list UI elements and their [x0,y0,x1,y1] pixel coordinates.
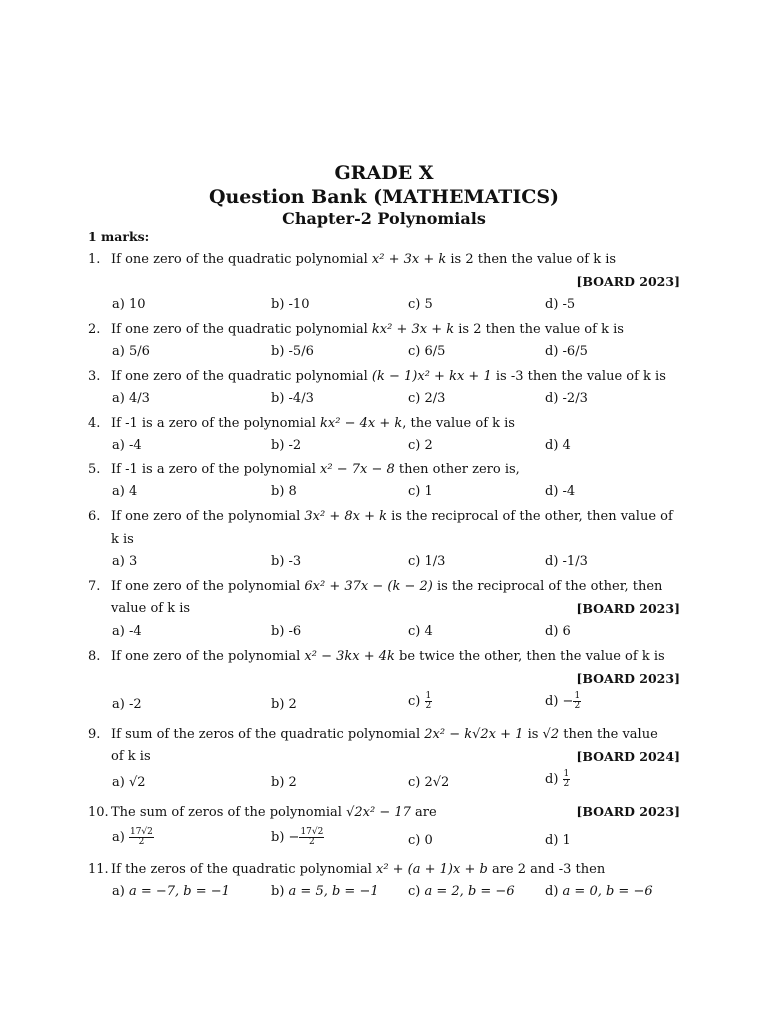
board-tag: [BOARD 2023] [576,671,680,686]
equation: kx² + 3x + k [371,322,455,337]
equation: x² − 3kx + 4k [304,649,395,664]
option-b: b) -10 [271,297,310,312]
option-b: b) − $\frac{17√2}{2}$ [271,827,324,847]
equation: (k − 1)x² + kx + 1 [371,369,492,384]
document-title: Question Bank (MATHEMATICS) [208,186,560,208]
question-continuation: of k is [111,749,151,764]
question-1: 1. If one zero of the quadratic polynomial x² + 3x + k is 2 then the value of k is [88,252,617,267]
chapter-title: Chapter-2 Polynomials [282,209,486,228]
question-7: 7. If one zero of the polynomial 6x² + 37x − (k − 2) is the reciprocal of the other, then [88,579,663,594]
equation: x² + 3x + k [371,252,447,267]
option-b: b) -6 [271,624,302,639]
option-c: c) $\frac{1}{2}$ [408,691,432,711]
option-a: a) $\frac{17√2}{2}$ [112,827,153,847]
option-d: d) − $\frac{1}{2}$ [545,691,581,711]
option-d: d) 6 [545,624,571,639]
option-a: a) 3 [112,554,138,569]
option-b: b) -4/3 [271,391,314,406]
option-d: d) -1/3 [545,554,588,569]
board-tag: [BOARD 2023] [576,274,680,289]
option-a: a) 10 [112,297,146,312]
fraction: $\frac{1}{2}$ [574,691,581,711]
equation: kx² − 4x + k [320,416,403,431]
equation: 3x² + 8x + k [304,509,387,524]
option-d: d) -4 [545,484,576,499]
option-d: d) 4 [545,438,571,453]
option-c: c) 1/3 [408,554,446,569]
question-continuation: value of k is [111,601,191,616]
question-4: 4. If -1 is a zero of the polynomial kx² − 4x + k, the value of k is [88,416,515,431]
option-d: d) $\frac{1}{2}$ [545,769,570,789]
option-b: b) -3 [271,554,302,569]
equation: 2x² − k√2x + 1 [424,727,524,742]
option-c: c) 2/3 [408,391,446,406]
board-tag: [BOARD 2023] [576,804,680,819]
option-a: a) 4 [112,484,138,499]
option-d: d) -2/3 [545,391,588,406]
option-a: a) a = −7, b = −1 [112,884,230,899]
option-d: d) a = 0, b = −6 [545,884,653,899]
section-heading: 1 marks: [88,229,150,244]
option-a: a) -4 [112,624,142,639]
option-c: c) 2√2 [408,775,450,790]
option-d: d) 1 [545,833,571,848]
equation: √2 [542,727,560,742]
question-8: 8. If one zero of the polynomial x² − 3kx + 4k be twice the other, then the value of k is [88,649,665,664]
question-9: 9. If sum of the zeros of the quadratic polynomial 2x² − k√2x + 1 is √2 then the value [88,727,658,742]
question-continuation: k is [111,532,134,547]
option-b: b) -5/6 [271,344,314,359]
equation: x² + (a + 1)x + b [375,862,488,877]
option-c: c) 1 [408,484,433,499]
option-a: a) 5/6 [112,344,150,359]
option-a: a) -4 [112,438,142,453]
option-c: c) 2 [408,438,433,453]
option-d: d) -6/5 [545,344,588,359]
grade-heading: GRADE X [334,162,434,184]
fraction: $\frac{1}{2}$ [563,769,570,789]
board-tag: [BOARD 2024] [576,749,680,764]
fraction: $\frac{17√2}{2}$ [129,827,153,847]
option-b: b) 2 [271,775,297,790]
question-6: 6. If one zero of the polynomial 3x² + 8x + k is the reciprocal of the other, then value of [88,509,673,524]
question-2: 2. If one zero of the quadratic polynomial kx² + 3x + k is 2 then the value of k is [88,322,624,337]
equation: x² − 7x − 8 [320,462,395,477]
option-c: c) a = 2, b = −6 [408,884,515,899]
question-11: 11. If the zeros of the quadratic polynomial x² + (a + 1)x + b are 2 and -3 then [88,862,606,877]
option-c: c) 4 [408,624,433,639]
fraction: $\frac{1}{2}$ [425,691,432,711]
option-a: a) √2 [112,775,146,790]
option-a: a) 4/3 [112,391,150,406]
option-c: c) 5 [408,297,433,312]
option-b: b) 8 [271,484,297,499]
question-5: 5. If -1 is a zero of the polynomial x² − 7x − 8 then other zero is, [88,462,520,477]
equation: 6x² + 37x − (k − 2) [304,579,433,594]
option-a: a) -2 [112,697,142,712]
board-tag: [BOARD 2023] [576,601,680,616]
option-b: b) a = 5, b = −1 [271,884,379,899]
option-c: c) 0 [408,833,433,848]
equation: √2x² − 17 [346,805,411,820]
option-d: d) -5 [545,297,576,312]
fraction: $\frac{17√2}{2}$ [300,827,324,847]
option-b: b) 2 [271,697,297,712]
question-10: 10. The sum of zeros of the polynomial √2x² − 17 are [88,805,437,820]
question-3: 3. If one zero of the quadratic polynomial (k − 1)x² + kx + 1 is -3 then the value of k is [88,369,666,384]
option-c: c) 6/5 [408,344,446,359]
option-b: b) -2 [271,438,302,453]
